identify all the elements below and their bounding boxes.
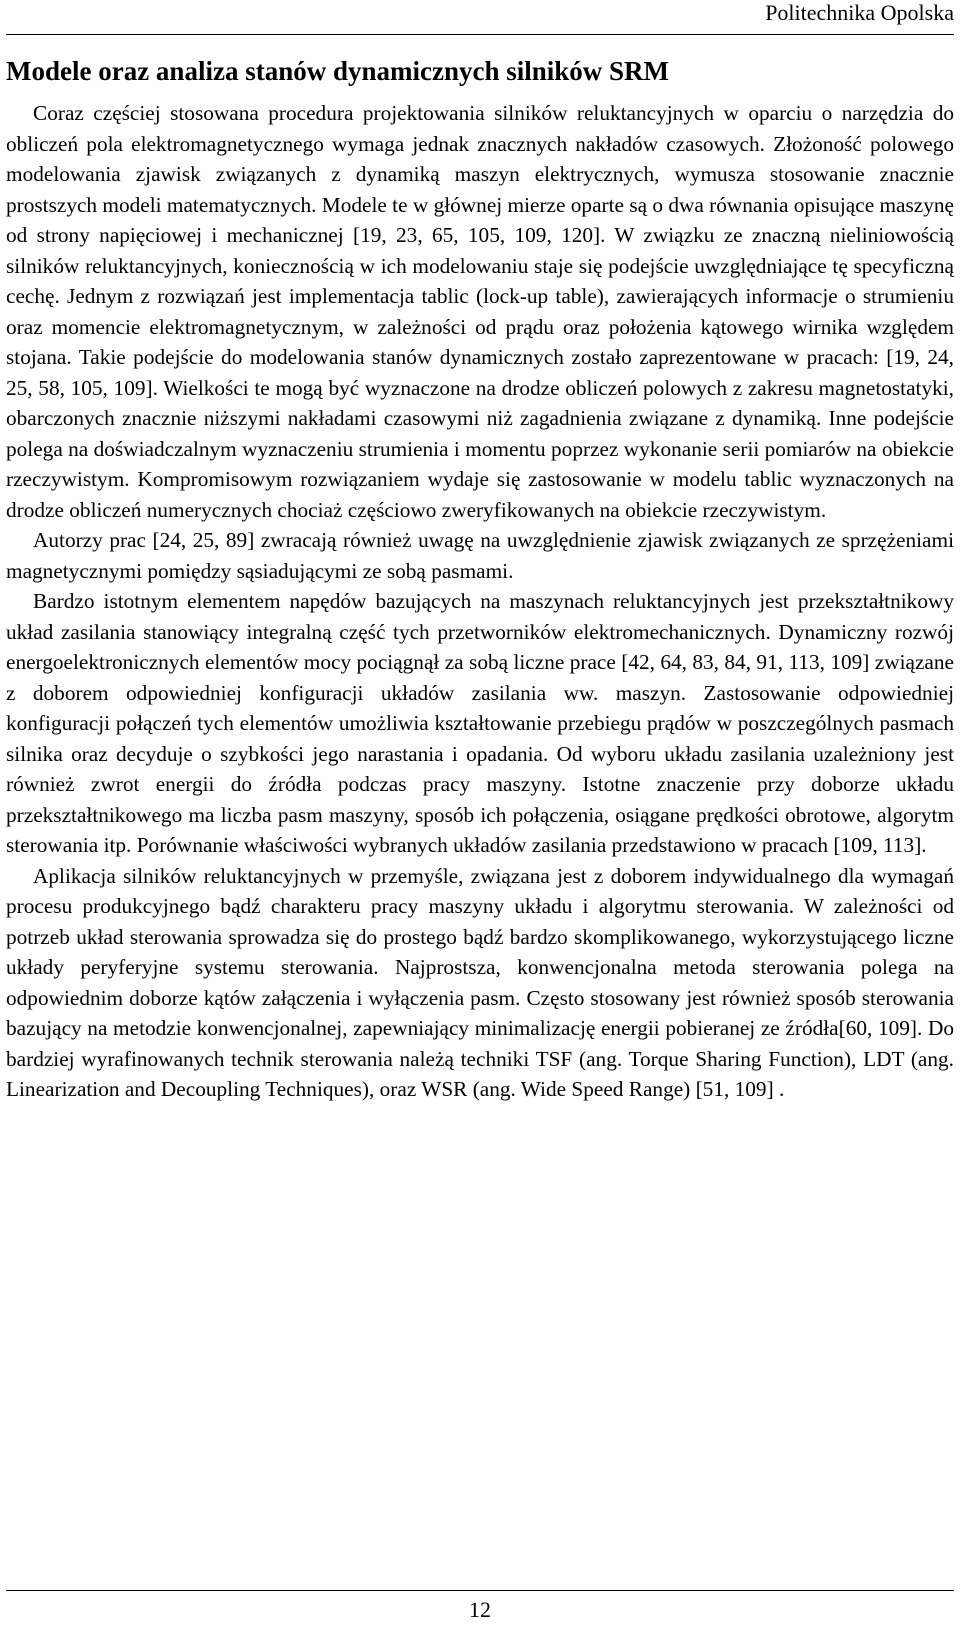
paragraph-magnetic-coupling: Autorzy prac [24, 25, 89] zwracają również uwagę na uwzględnienie zjawisk związanych ze sprzężeniami magnetycznymi pomiędzy sąsiadującymi ze sobą pasmami. xyxy=(6,528,954,583)
page-number: 12 xyxy=(469,1597,491,1622)
paragraph-control-methods: Aplikacja silników reluktancyjnych w przemyśle, związana jest z doborem indywidualnego dla wymagań procesu produkcyjnego bądź charakteru pracy maszyny układu i algorytmu sterowania. W zależności od potrzeb układ sterowania sprowadza się do prostego bądź bardzo skomplikowanego, wykorzystującego liczne układy peryferyjne systemu sterowania. Najprostsza, konwencjonalna metoda sterowania polega na odpowiednim doborze kątów załączenia i wyłączenia pasm. Często stosowany jest również sposób sterowania bazujący na metodzie konwencjonalnej, zapewniający minimalizację energii pobieranej ze źródła[60, 109]. Do bardziej wyrafinowanych technik sterowania należą techniki TSF (ang. Torque Sharing Function), LDT (ang. Linearization and Decoupling Techniques), oraz WSR (ang. Wide Speed Range) [51, 109] . xyxy=(6,863,954,1101)
paragraph-power-converters: Bardzo istotnym elementem napędów bazujących na maszynach reluktancyjnych jest przekształtnikowy układ zasilania stanowiący integralną część tych przetworników elektromechanicznych. Dynamiczny rozwój energoelektronicznych elementów mocy pociągnął za sobą liczne prace [42, 64, 83, 84, 91, 113, 109] związane z doborem odpowiedniej konfiguracji układów zasilania ww. maszyn. Zastosowanie odpowiedniej konfiguracji połączeń tych elementów umożliwia kształtowanie przebiegu prądów w poszczególnych pasmach silnika oraz decyduje o szybkości jego narastania i opadania. Od wyboru układu zasilania uzależniony jest również zwrot energii do źródła podczas pracy maszyny. Istotne znaczenie przy doborze układu przekształtnikowego ma liczba pasm maszyny, sposób ich połączenia, osiągane prędkości obrotowe, algorytm sterowania itp. Porównanie właściwości wybranych układów zasilania przedstawiono w pracach [109, 113]. xyxy=(6,589,954,857)
page-footer xyxy=(6,1590,954,1629)
paragraph-modelling-approaches: Coraz częściej stosowana procedura projektowania silników reluktancyjnych w oparciu o narzędzia do obliczeń pola elektromagnetycznego wymaga jednak znacznych nakładów czasowych. Złożoność polowego modelowania zjawisk związanych z dynamiką maszyn elektrycznych, wymusza stosowanie znacznie prostszych modeli matematycznych. Modele te w głównej mierze oparte są o dwa równania opisujące maszynę od strony napięciowej i mechanicznej [19, 23, 65, 105, 109, 120]. W związku ze znaczną nieliniowością silników reluktancyjnych, koniecznością w ich modelowaniu staje się podejście uwzględniające tę specyficzną cechę. Jednym z rozwiązań jest implementacja tablic (lock-up table), zawierających informacje o strumieniu oraz momencie elektromagnetycznym, w zależności od prądu oraz położenia kątowego wirnika względem stojana. Takie podejście do modelowania stanów dynamicznych zostało zaprezentowane w pracach: [19, 24, 25, 58, 105, 109]. Wielkości te mogą być wyznaczone na drodze obliczeń polowych z zakresu magnetostatyki, obarczonych znacznie niższymi nakładami czasowymi niż zagadnienia związane z dynamiką. Inne podejście polega na doświadczalnym wyznaczeniu strumienia i momentu poprzez wykonanie serii pomiarów na obiekcie rzeczywistym. Kompromisowym rozwiązaniem wydaje się zastosowanie w modelu tablic wyznaczonych na drodze obliczeń numerycznych chociaż częściowo zweryfikowanych na obiekcie rzeczywistym. xyxy=(6,101,954,522)
body-text xyxy=(6,98,954,1105)
institution-name: Politechnika Opolska xyxy=(765,0,954,25)
running-header xyxy=(6,0,954,35)
section-title: Modele oraz analiza stanów dynamicznych silników SRM xyxy=(6,56,670,86)
